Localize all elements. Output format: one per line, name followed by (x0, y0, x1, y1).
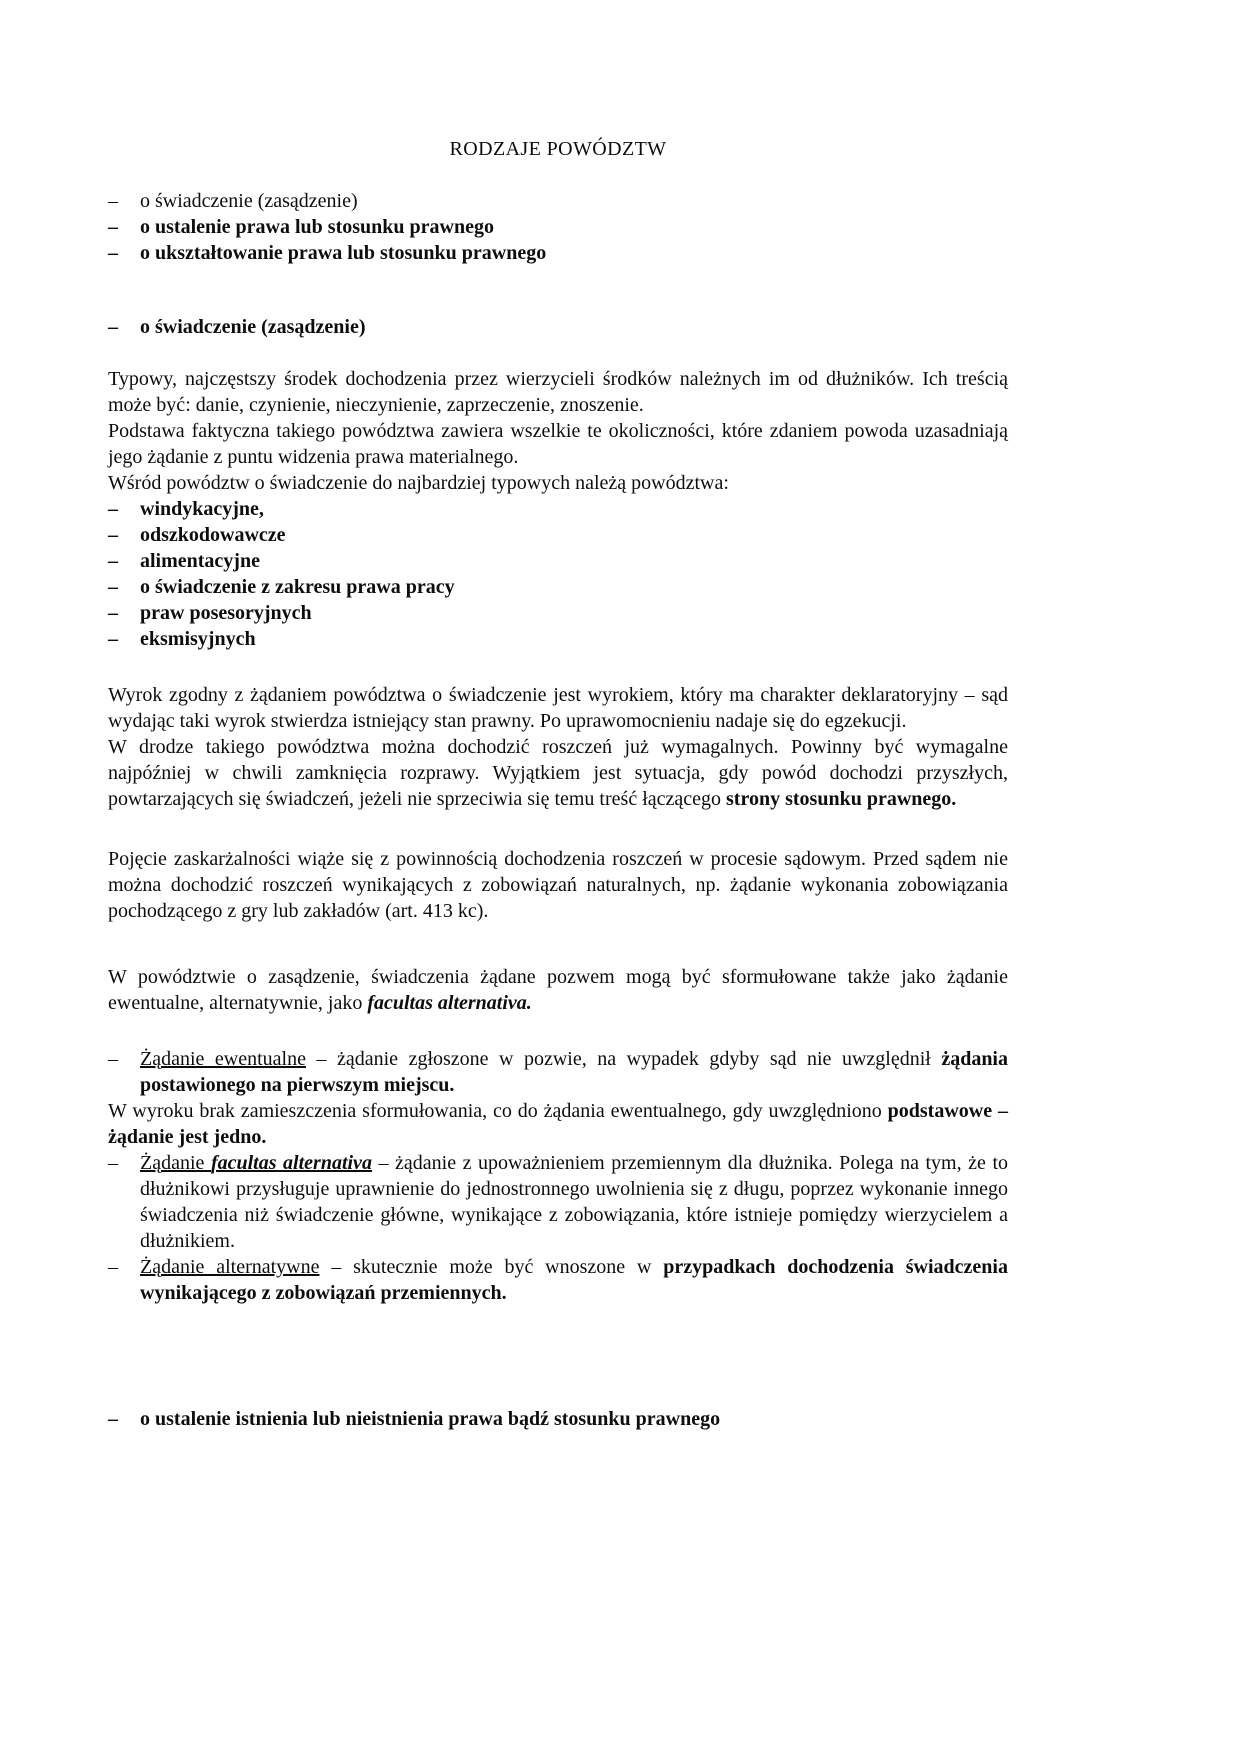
list-item-text: windykacyjne, (140, 498, 264, 520)
dash-marker: – (108, 1048, 118, 1070)
dash-marker: – (108, 576, 118, 598)
definition-text: – skutecznie może być wnoszone w (319, 1256, 664, 1278)
latin-term: facultas alternativa. (367, 992, 532, 1014)
list-item (108, 240, 1008, 266)
paragraph-text: W drodze takiego powództwa można dochodzić roszczeń już wymagalnych. Powinny być wymagalne najpóźniej w chwili zamknięcia rozprawy. Wyjątkiem jest sytuacja, gdy powód dochodzi przyszłych, powtarzających się świadczeń, jeżeli nie sprzeciwia się temu treść łączącego (108, 736, 1008, 810)
list-item (108, 574, 1008, 600)
term-underlined: Żądanie alternatywne (140, 1256, 320, 1278)
list-item-zadanie-alternatywne (108, 1254, 1008, 1306)
list-item (108, 496, 1008, 522)
dash-marker: – (108, 316, 118, 338)
list-item (108, 548, 1008, 574)
list-item-text: odszkodowawcze (140, 524, 286, 546)
list-item (108, 626, 1008, 652)
claim-types-list (108, 496, 1008, 652)
list-item-zadanie-facultas (108, 1150, 1008, 1254)
dash-marker: – (108, 498, 118, 520)
dash-marker: – (108, 628, 118, 650)
list-item-text: eksmisyjnych (140, 628, 256, 650)
dash-marker: – (108, 216, 118, 238)
paragraph (108, 734, 1008, 812)
term-underlined: Żądanie (140, 1152, 211, 1174)
list-item-text: o świadczenie (zasądzenie) (140, 190, 358, 212)
paragraph-text-bold: strony stosunku prawnego. (726, 788, 957, 810)
dash-marker: – (108, 1408, 118, 1430)
intro-list (108, 188, 1008, 266)
list-item-text: alimentacyjne (140, 550, 260, 572)
list-item-text: o ustalenie prawa lub stosunku prawnego (140, 216, 494, 238)
paragraph: Wyrok zgodny z żądaniem powództwa o świadczenie jest wyrokiem, który ma charakter deklaratoryjny – sąd wydając taki wyrok stwierdza istniejący stan prawny. Po uprawomocnieniu nadaje się do egzekucji. (108, 684, 1008, 732)
section-heading-text: o ustalenie istnienia lub nieistnienia prawa bądź stosunku prawnego (140, 1408, 721, 1430)
definition-text-bold: żądania postawionego na pierwszym miejscu. (140, 1048, 1008, 1096)
paragraph: Podstawa faktyczna takiego powództwa zawiera wszelkie te okoliczności, które zdaniem powoda uzasadniają jego żądanie z puntu widzenia prawa materialnego. (108, 420, 1008, 468)
paragraph-text: W wyroku brak zamieszczenia sformułowania, co do żądania ewentualnego, gdy uwzględniono (108, 1100, 888, 1122)
paragraph: Wśród powództw o świadczenie do najbardziej typowych należą powództwa: (108, 472, 729, 494)
list-item-text (140, 1254, 1008, 1306)
dash-marker: – (108, 190, 118, 212)
definition-list (108, 1046, 1008, 1306)
document-page (108, 0, 1008, 1552)
dash-marker: – (108, 1256, 118, 1278)
list-item (108, 522, 1008, 548)
dash-marker: – (108, 602, 118, 624)
dash-marker: – (108, 1152, 118, 1174)
section-heading-ustalenie (108, 1406, 1008, 1432)
list-item (108, 214, 1008, 240)
latin-term-underlined: facultas alternativa (210, 1152, 372, 1174)
dash-marker: – (108, 550, 118, 572)
paragraph (108, 964, 1008, 1016)
list-item-text: o świadczenie z zakresu prawa pracy (140, 576, 455, 598)
section-heading-text: o świadczenie (zasądzenie) (140, 316, 366, 338)
section-heading-swiadczenie (108, 314, 1008, 340)
list-item-text: o ukształtowanie prawa lub stosunku prawnego (140, 242, 547, 264)
term-underlined: Żądanie ewentualne (140, 1048, 306, 1070)
paragraph-text: W powództwie o zasądzenie, świadczenia żądane pozwem mogą być sformułowane także jako żądanie ewentualne, alternatywnie, jako (108, 966, 1008, 1014)
list-item-text (140, 1046, 1008, 1098)
paragraph (108, 1098, 1008, 1150)
dash-marker: – (108, 524, 118, 546)
document-title: RODZAJE POWÓDZTW (449, 138, 667, 160)
definition-text-bold: przypadkach dochodzenia świadczenia wynikającego z zobowiązań przemiennych. (140, 1256, 1008, 1304)
definition-text: – żądanie zgłoszone w pozwie, na wypadek gdyby sąd nie uwzględnił (305, 1048, 942, 1070)
list-item-text (140, 1150, 1008, 1254)
paragraph: Typowy, najczęstszy środek dochodzenia przez wierzycieli środków należnych im od dłużników. Ich treścią może być: danie, czynienie, nieczynienie, zaprzeczenie, znoszenie. (108, 368, 1008, 416)
dash-marker: – (108, 242, 118, 264)
list-item-text: praw posesoryjnych (140, 602, 312, 624)
list-item (108, 188, 1008, 214)
list-item (108, 600, 1008, 626)
definition-text: – żądanie z upoważnieniem przemiennym dla dłużnika. Polega na tym, że to dłużnikowi przysługuje uprawnienie do jednostronnego uwolnienia się z długu, poprzez wykonanie innego świadczenia niż świadczenie główne, wynikające z zobowiązania, które istnieje pomiędzy wierzycielem a dłużnikiem. (140, 1152, 1009, 1252)
paragraph-text-bold: podstawowe – żądanie jest jedno. (108, 1100, 1008, 1148)
paragraph: Pojęcie zaskarżalności wiąże się z powinnością dochodzenia roszczeń w procesie sądowym. Przed sądem nie można dochodzić roszczeń wynikających z zobowiązań naturalnych, np. żądanie wykonania zobowiązania pochodzącego z gry lub zakładów (art. 413 kc). (108, 848, 1008, 922)
list-item-zadanie-ewentualne (108, 1046, 1008, 1098)
